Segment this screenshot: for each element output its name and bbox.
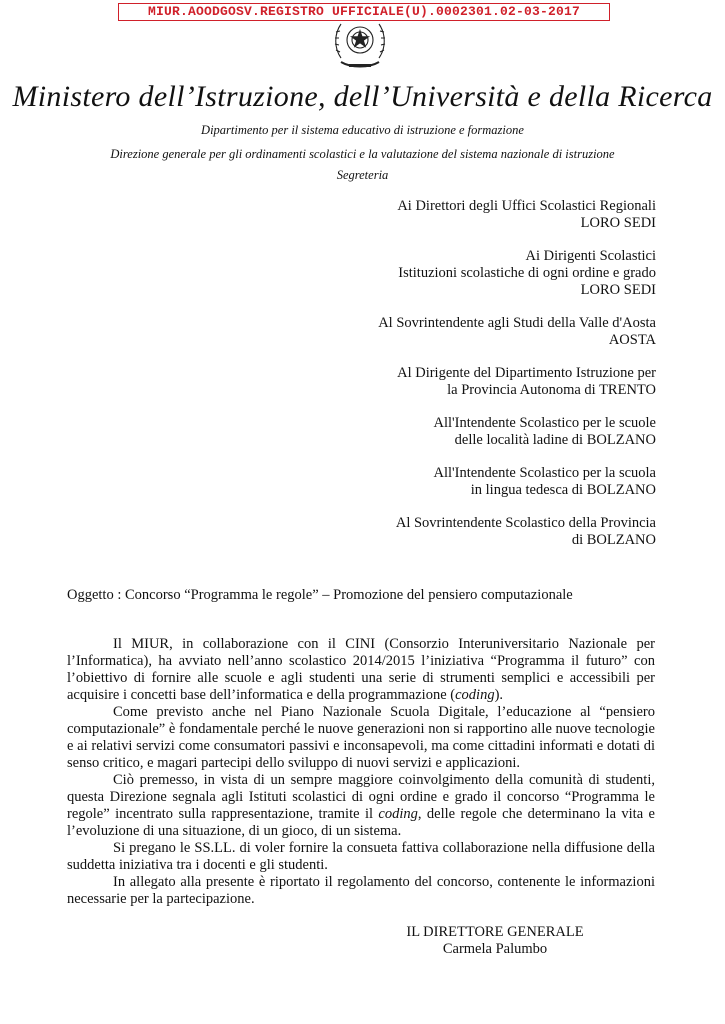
signature-block	[380, 924, 610, 958]
letter-body	[67, 636, 655, 908]
body-paragraph: Si pregano le SS.LL. di voler fornire la consueta fattiva collaborazione nella diffusione della suddetta iniziativa tra i docenti e gli studenti.	[67, 840, 655, 873]
subject-line: Oggetto : Concorso “Programma le regole” – Promozione del pensiero computazionale	[67, 587, 573, 603]
recipient-line: Al Sovrintendente Scolastico della Provincia	[395, 515, 656, 531]
recipient-line: All'Intendente Scolastico per le scuole	[433, 415, 656, 431]
recipient-line: Istituzioni scolastiche di ogni ordine e grado	[398, 265, 656, 281]
body-paragraph	[67, 636, 655, 704]
recipient-line: Al Dirigente del Dipartimento Istruzione per	[397, 365, 656, 381]
italian-republic-emblem-icon	[331, 12, 389, 74]
signer-title: IL DIRETTORE GENERALE	[406, 924, 584, 940]
protocol-stamp: MIUR.AOODGOSV.REGISTRO UFFICIALE(U).0002301.02-03-2017	[118, 3, 610, 21]
recipient-line: LORO SEDI	[580, 282, 656, 298]
recipient-line: Ai Direttori degli Uffici Scolastici Regionali	[397, 198, 656, 214]
recipient-line: AOSTA	[608, 332, 656, 348]
recipient-school-heads	[326, 248, 656, 299]
ministry-title: Ministero dell’Istruzione, dell’Università e della Ricerca	[12, 80, 713, 113]
recipient-line: Ai Dirigenti Scolastici	[525, 248, 656, 264]
recipients-block	[326, 198, 656, 565]
recipient-line: Al Sovrintendente agli Studi della Valle d'Aosta	[378, 315, 656, 331]
recipient-bolzano-ladin	[326, 415, 656, 449]
body-paragraph: Come previsto anche nel Piano Nazionale Scuola Digitale, l’educazione al “pensiero computazionale” è fondamentale perché le nuove generazioni non si rapportino alle nuove tecnologie e ai relativi servizi come consumatori passivi e inconsapevoli, ma come cittadini informati e dotati di senso critico, e magari partecipi dello sviluppo di nuovi servizi e applicazioni.	[67, 704, 655, 771]
recipient-line: in lingua tedesca di BOLZANO	[470, 482, 656, 498]
recipient-line: All'Intendente Scolastico per la scuola	[433, 465, 656, 481]
department-name: Dipartimento per il sistema educativo di istruzione e formazione	[201, 123, 524, 137]
body-text: , delle regole che determinano la vita e l’evoluzione di una situazione, di un gioco, di un sistema.	[67, 806, 655, 839]
recipient-line: la Provincia Autonoma di TRENTO	[447, 382, 656, 398]
recipient-bolzano-province	[326, 515, 656, 549]
recipient-line: delle località ladine di BOLZANO	[454, 432, 656, 448]
body-text: Il MIUR, in collaborazione con il CINI (Consorzio Interuniversitario Nazionale per l’Informatica), ha avviato nell’anno scolastico 2014/2015 l’iniziativa “Programma il futuro” con l’obiettivo di fornire alle scuole e agli studenti una serie di strumenti semplici e accessibili per acquisire i concetti base dell’informatica e della programmazione (	[67, 636, 655, 703]
recipient-bolzano-german	[326, 465, 656, 499]
recipient-aosta	[326, 315, 656, 349]
body-emphasis: coding	[455, 687, 495, 703]
body-paragraph	[67, 772, 655, 840]
body-text: Ciò premesso, in vista di un sempre maggiore coinvolgimento della comunità di studenti, questa Direzione segnala agli Istituti scolastici di ogni ordine e grado il concorso “Programma le regole” incentrato sulla rappresentazione, tramite il	[67, 772, 655, 822]
body-text: ).	[494, 687, 504, 703]
body-paragraph: In allegato alla presente è riportato il regolamento del concorso, contenente le informazioni necessarie per la partecipazione.	[67, 874, 655, 907]
signer-name: Carmela Palumbo	[442, 941, 548, 957]
recipient-trento	[326, 365, 656, 399]
recipient-line: di BOLZANO	[571, 532, 656, 548]
body-emphasis: coding	[378, 806, 418, 822]
recipient-regional-offices	[326, 198, 656, 232]
office-name: Segreteria	[336, 168, 389, 182]
directorate-name: Direzione generale per gli ordinamenti scolastici e la valutazione del sistema nazionale di istruzione	[110, 147, 615, 161]
recipient-line: LORO SEDI	[580, 215, 656, 231]
